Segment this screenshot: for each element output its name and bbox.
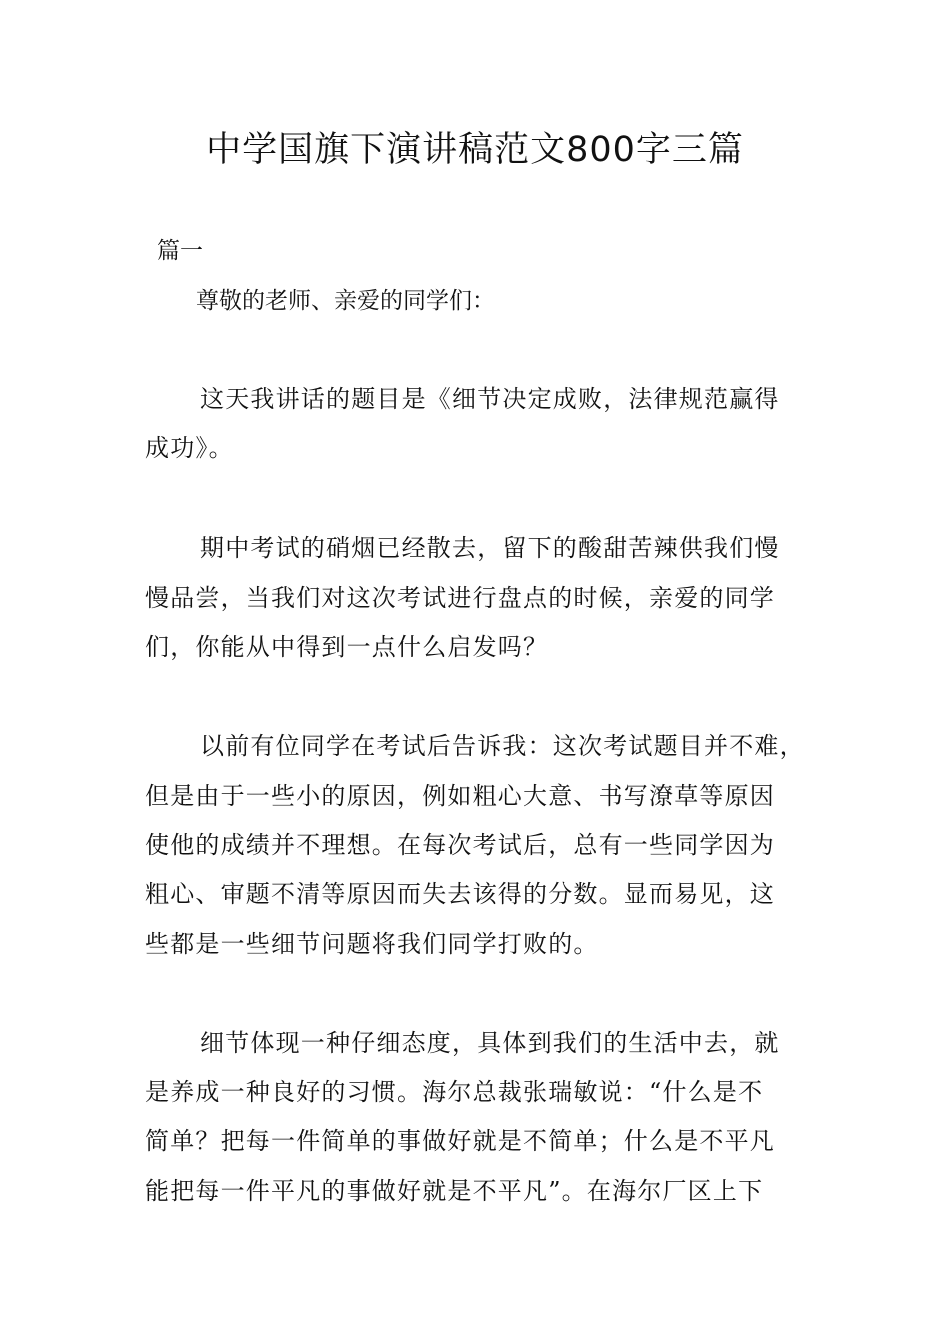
- paragraph-1-line-2: 成功》。: [145, 434, 234, 462]
- section-label: 篇一: [157, 238, 203, 264]
- paragraph-4-line-2: 是养成一种良好的习惯。海尔总裁张瑞敏说：“什么是不: [145, 1078, 764, 1106]
- document-title: 中学国旗下演讲稿范文800字三篇: [206, 130, 744, 170]
- paragraph-3-line-2: 但是由于一些小的原因，例如粗心大意、书写潦草等原因: [145, 782, 775, 810]
- paragraph-2-line-3: 们，你能从中得到一点什么启发吗？: [145, 633, 549, 661]
- paragraph-4-line-3: 简单？把每一件简单的事做好就是不简单；什么是不平凡: [145, 1127, 775, 1155]
- paragraph-4-line-4: 能把每一件平凡的事做好就是不平凡”。在海尔厂区上下: [145, 1177, 764, 1205]
- salutation: 尊敬的老师、亲爱的同学们：: [196, 288, 495, 314]
- paragraph-3-line-3: 使他的成绩并不理想。在每次考试后，总有一些同学因为: [145, 831, 775, 859]
- paragraph-3-line-4: 粗心、审题不清等原因而失去该得的分数。显而易见，这: [145, 880, 775, 908]
- paragraph-3-line-5: 些都是一些细节问题将我们同学打败的。: [145, 930, 599, 958]
- paragraph-2-line-2: 慢品尝，当我们对这次考试进行盘点的时候，亲爱的同学: [145, 584, 775, 612]
- paragraph-2-line-1: 期中考试的硝烟已经散去，留下的酸甜苦辣供我们慢: [200, 534, 780, 562]
- paragraph-3-line-1: 以前有位同学在考试后告诉我：这次考试题目并不难，: [200, 732, 805, 760]
- paragraph-4-line-1: 细节体现一种仔细态度，具体到我们的生活中去，就: [200, 1029, 780, 1057]
- paragraph-1-line-1: 这天我讲话的题目是《细节决定成败，法律规范赢得: [200, 385, 780, 413]
